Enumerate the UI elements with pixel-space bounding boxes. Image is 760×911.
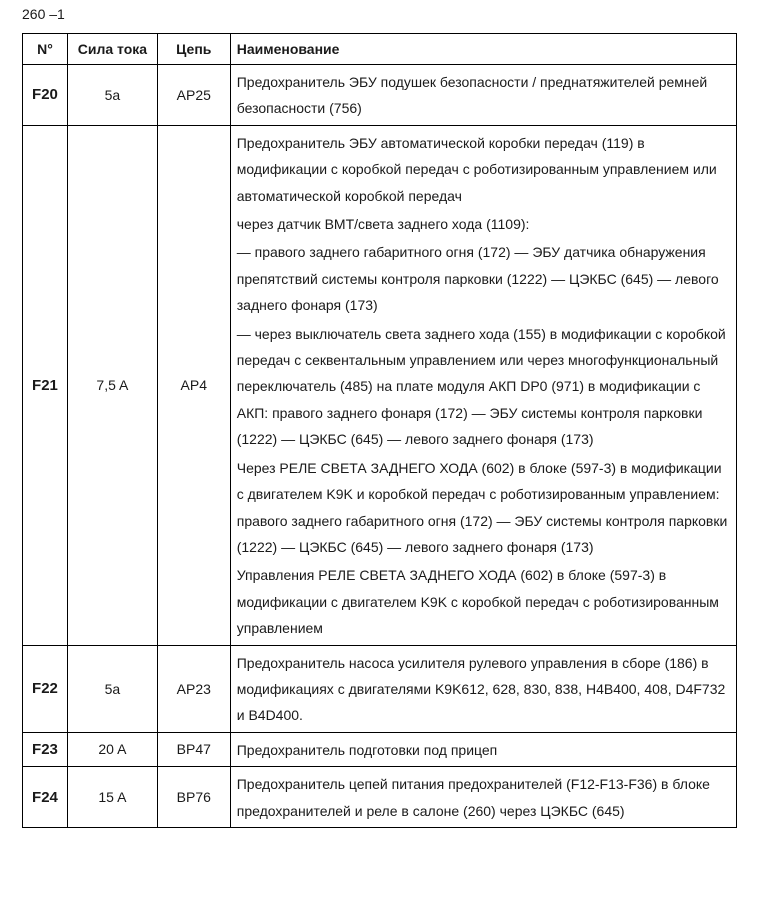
fuse-circuit: BP76 — [157, 767, 230, 828]
header-circuit: Цепь — [157, 34, 230, 65]
page-label: 260 –1 — [22, 6, 65, 22]
header-num: N° — [23, 34, 68, 65]
fuse-description — [230, 645, 736, 732]
description-paragraph: Предохранитель цепей питания предохранителей (F12-F13-F36) в блоке предохранителей и реле в салоне (260) через ЦЭКБС (645) — [236, 776, 710, 819]
description-paragraph: — через выключатель света заднего хода (155) в модификации с коробкой передач с секвентальным управлением или через многофункциональный переключатель (485) на плате модуля АКП DP0 (971) в модификации с АКП: правого заднего фонаря (172) — ЭБУ системы контроля парковки (1222) — ЦЭКБС (645) — левого заднего фонаря (173) — [236, 325, 726, 448]
table-row — [23, 767, 737, 828]
description-paragraph: Предохранитель насоса усилителя рулевого управления в сборе (186) в модификациях с двигателями K9K612, 628, 830, 838, H4B400, 408, D4F732 и B4D400. — [236, 654, 726, 724]
description-paragraph: Предохранитель ЭБУ подушек безопасности / преднатяжителей ремней безопасности (756) — [236, 74, 708, 117]
description-paragraph: Через РЕЛЕ СВЕТА ЗАДНЕГО ХОДА (602) в блоке (597-3) в модификации с двигателем K9K и коробкой передач с роботизированным управлением: правого заднего габаритного огня (172) — ЭБУ системы контроля парковки (1222) — ЦЭКБС (645) — левого заднего фонаря (173) — [236, 459, 728, 555]
fuse-current: 5a — [67, 645, 157, 732]
fuse-current: 20 A — [67, 732, 157, 766]
fuse-description — [230, 65, 736, 126]
table-row — [23, 65, 737, 126]
fuse-number: F23 — [23, 732, 68, 766]
fuse-number: F20 — [23, 65, 68, 126]
fuse-current: 15 A — [67, 767, 157, 828]
table-row — [23, 732, 737, 766]
description-paragraph: через датчик ВМТ/света заднего хода (1109): — [236, 216, 530, 233]
header-row — [23, 34, 737, 65]
fuse-number: F24 — [23, 767, 68, 828]
header-name: Наименование — [230, 34, 736, 65]
description-paragraph: Предохранитель ЭБУ автоматической коробки передач (119) в модификации с коробкой передач с роботизированным управлением или автоматической коробкой передач — [236, 134, 717, 204]
table-row — [23, 125, 737, 645]
fuse-circuit: AP23 — [157, 645, 230, 732]
fuse-number: F21 — [23, 125, 68, 645]
description-paragraph: Управления РЕЛЕ СВЕТА ЗАДНЕГО ХОДА (602) в блоке (597-3) в модификации с двигателем K9K с коробкой передач с роботизированным управлением — [236, 567, 719, 637]
fuse-circuit: AP4 — [157, 125, 230, 645]
fuse-number: F22 — [23, 645, 68, 732]
fuse-current: 5a — [67, 65, 157, 126]
fuse-description — [230, 732, 736, 766]
table-row — [23, 645, 737, 732]
fuse-current: 7,5 A — [67, 125, 157, 645]
fuse-circuit: AP25 — [157, 65, 230, 126]
description-paragraph: — правого заднего габаритного огня (172) — ЭБУ датчика обнаружения препятствий системы контроля парковки (1222) — ЦЭКБС (645) — левого заднего фонаря (173) — [236, 244, 719, 314]
fuse-table — [22, 33, 737, 828]
description-paragraph: Предохранитель подготовки под прицеп — [236, 741, 498, 758]
fuse-description — [230, 125, 736, 645]
fuse-description — [230, 767, 736, 828]
header-current: Сила тока — [67, 34, 157, 65]
fuse-circuit: BP47 — [157, 732, 230, 766]
